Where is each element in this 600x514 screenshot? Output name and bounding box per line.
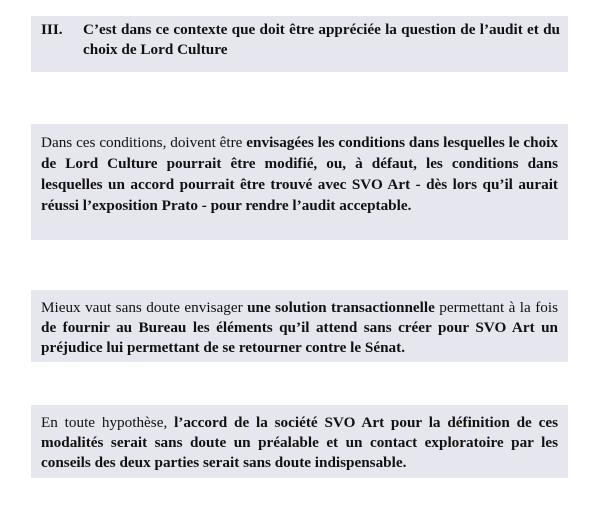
paragraph-conditions: [31, 124, 568, 240]
paragraph-hypothesis: [31, 405, 568, 478]
section-heading: C’est dans ce contexte que doit être appréciée la question de l’audit et du choix de Lord Culture: [83, 21, 560, 58]
section-heading-block: [31, 16, 568, 72]
paragraph-conditions-bold: envisagées les conditions dans lesquelles le choix de Lord Culture pourrait être modifié, ou, à défaut, les conditions dans lesquelles un accord pourrait être trouvé avec SVO Art - dès lors qu’il aurait réussi l’exposition Prato - pour rendre l’audit acceptable.: [41, 134, 558, 214]
paragraph-hypothesis-bold: l’accord de la société SVO Art pour la définition de ces modalités serait sans doute un préalable et un contact exploratoire par les conseils des deux parties serait sans doute indispensable.: [41, 414, 558, 471]
paragraph-transaction-middle: permettant à la fois: [434, 299, 558, 316]
paragraph-hypothesis-lead: En toute hypothèse,: [41, 414, 175, 431]
paragraph-conditions-lead: Dans ces conditions, doivent être: [41, 134, 247, 151]
paragraph-transaction-bold-2: de fournir au Bureau les éléments qu’il attend sans créer pour SVO Art un préjudice lui permettant de se retourner contre le Sénat.: [41, 319, 558, 356]
paragraph-transaction-bold-1: une solution transactionnelle: [247, 299, 435, 316]
section-numeral: III.: [41, 21, 63, 38]
paragraph-transaction-lead: Mieux vaut sans doute envisager: [41, 299, 248, 316]
paragraph-transaction: [31, 290, 568, 362]
